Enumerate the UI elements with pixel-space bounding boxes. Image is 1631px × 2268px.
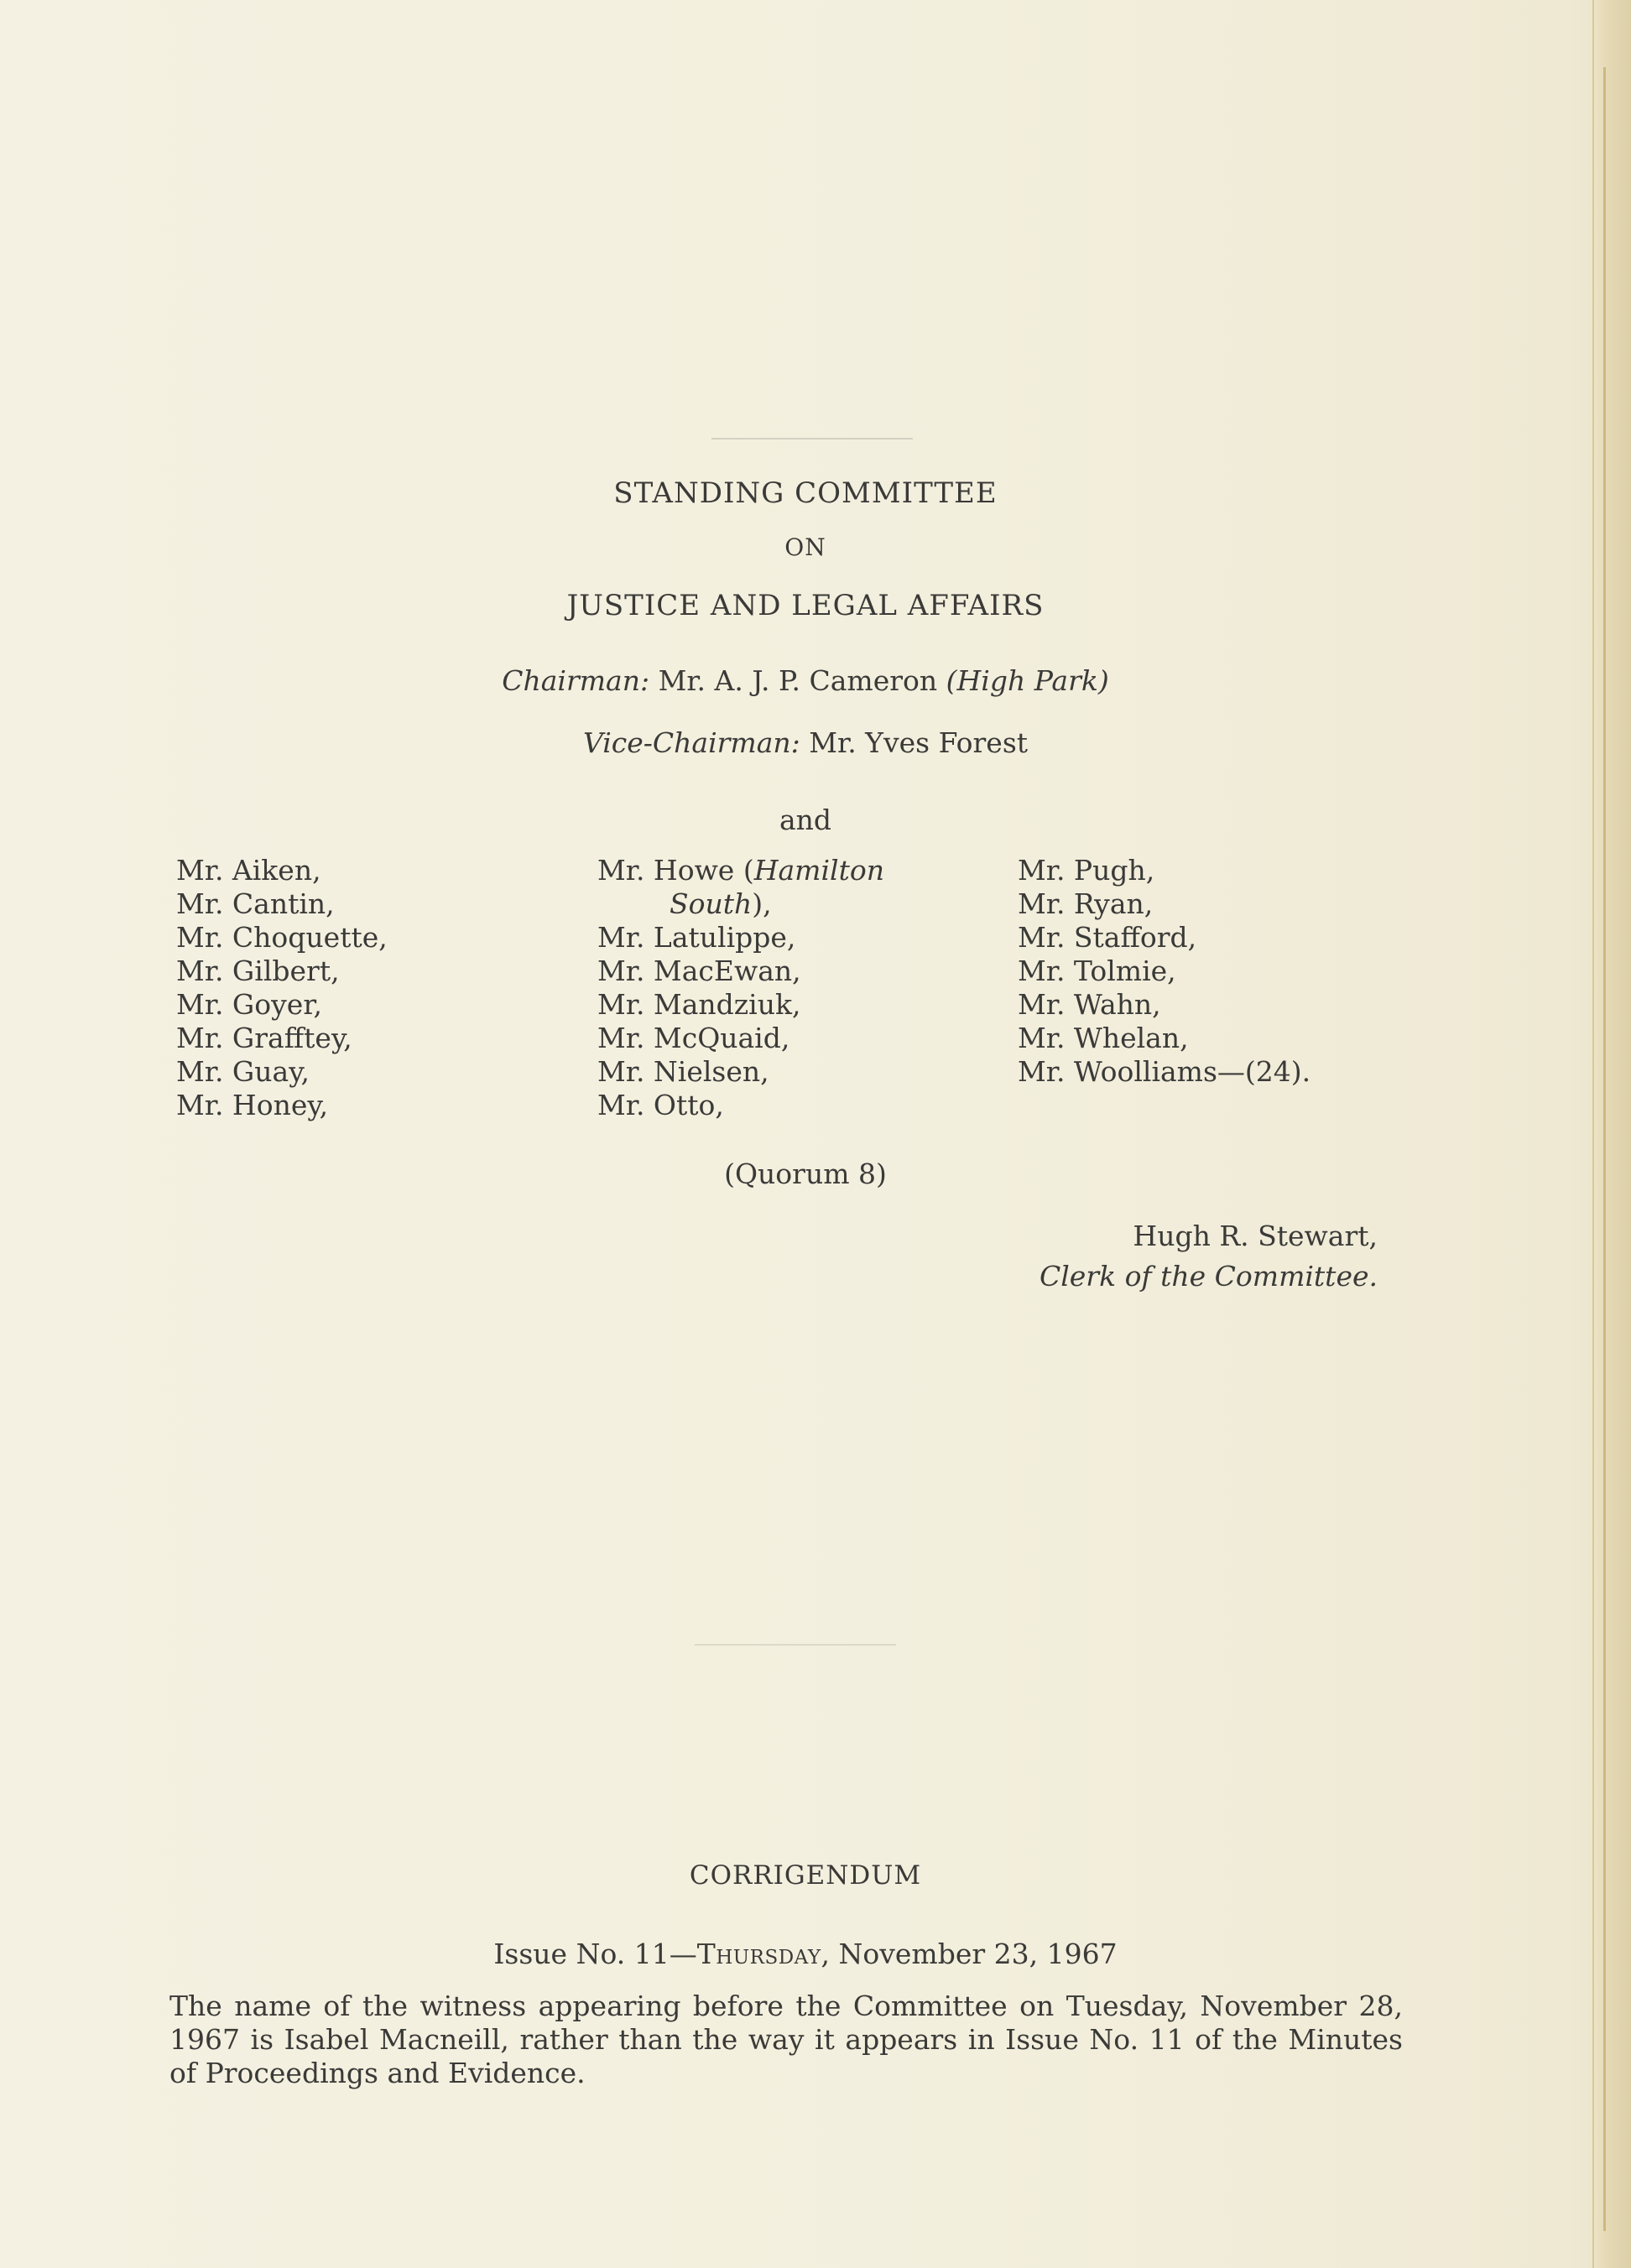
member-name: Mr. Cantin, [176,887,335,920]
member-name: Mr. Grafftey, [176,1022,352,1054]
corrigendum-issue-line [0,1938,1611,1970]
member-name-howe [597,854,884,887]
member-name-howe-cont [597,887,884,921]
lower-divider [695,1644,896,1646]
member-name: Mr. Goyer, [176,988,322,1021]
member-name: Mr. Ryan, [1018,887,1154,920]
committee-title-line1: STANDING COMMITTEE [613,476,998,510]
chairman-role: Chairman: [502,664,650,697]
member-name: Mr. Tolmie, [1018,955,1176,987]
page-edge [1592,0,1631,2268]
page-edge-line [1603,67,1606,2231]
vice-chairman-line [0,726,1611,759]
quorum-text: (Quorum 8) [724,1157,887,1190]
issue-suffix: , November 23, 1967 [821,1938,1118,1970]
howe-riding-cont: South [670,887,753,920]
chairman-line [0,664,1611,697]
vice-chairman-name: Mr. Yves Forest [809,726,1029,759]
members-column-1 [176,854,388,1122]
member-name: Mr. Wahn, [1018,988,1161,1021]
members-column-2 [597,854,884,1122]
member-name: Mr. Whelan, [1018,1022,1189,1054]
top-divider [711,438,913,440]
member-name: Mr. Aiken, [176,854,321,887]
member-name: Mr. MacEwan, [597,955,801,987]
committee-title-line2: ON [784,533,826,561]
member-name: Mr. Nielsen, [597,1055,769,1088]
issue-day: Thursday [696,1938,821,1970]
committee-title-line3: JUSTICE AND LEGAL AFFAIRS [566,589,1045,622]
member-name: Mr. Honey, [176,1089,329,1121]
member-name: Mr. Woolliams—(24). [1018,1055,1311,1088]
and-label: and [779,804,832,836]
member-name: Mr. Latulippe, [597,921,796,954]
member-name: Mr. Choquette, [176,921,388,954]
member-name: Mr. Pugh, [1018,854,1155,887]
corrigendum-title: CORRIGENDUM [689,1860,922,1891]
corrigendum-body: The name of the witness appearing before the Committee on Tuesday, November 28, 1967 is Isabel Macneill, rather than the way it appears in Issue No. 11 of the Minutes of Proceedings and Evidence. [169,1990,1403,2089]
member-name: Mr. Otto, [597,1089,724,1121]
chairman-riding: (High Park) [946,664,1109,697]
clerk-name: Hugh R. Stewart, [1133,1220,1378,1252]
howe-riding: Hamilton [753,854,884,887]
howe-suffix: ), [752,887,772,920]
howe-prefix: Mr. Howe ( [597,854,754,887]
members-column-3 [1018,854,1311,1089]
chairman-name: Mr. A. J. P. Cameron [658,664,938,697]
member-name: Mr. Gilbert, [176,955,340,987]
member-name: Mr. Mandziuk, [597,988,801,1021]
issue-prefix: Issue No. 11— [493,1938,697,1970]
clerk-title: Clerk of the Committee. [1039,1260,1378,1293]
member-name: Mr. Stafford, [1018,921,1197,954]
member-name: Mr. Guay, [176,1055,310,1088]
member-name: Mr. McQuaid, [597,1022,790,1054]
vice-chairman-role: Vice-Chairman: [582,726,800,759]
